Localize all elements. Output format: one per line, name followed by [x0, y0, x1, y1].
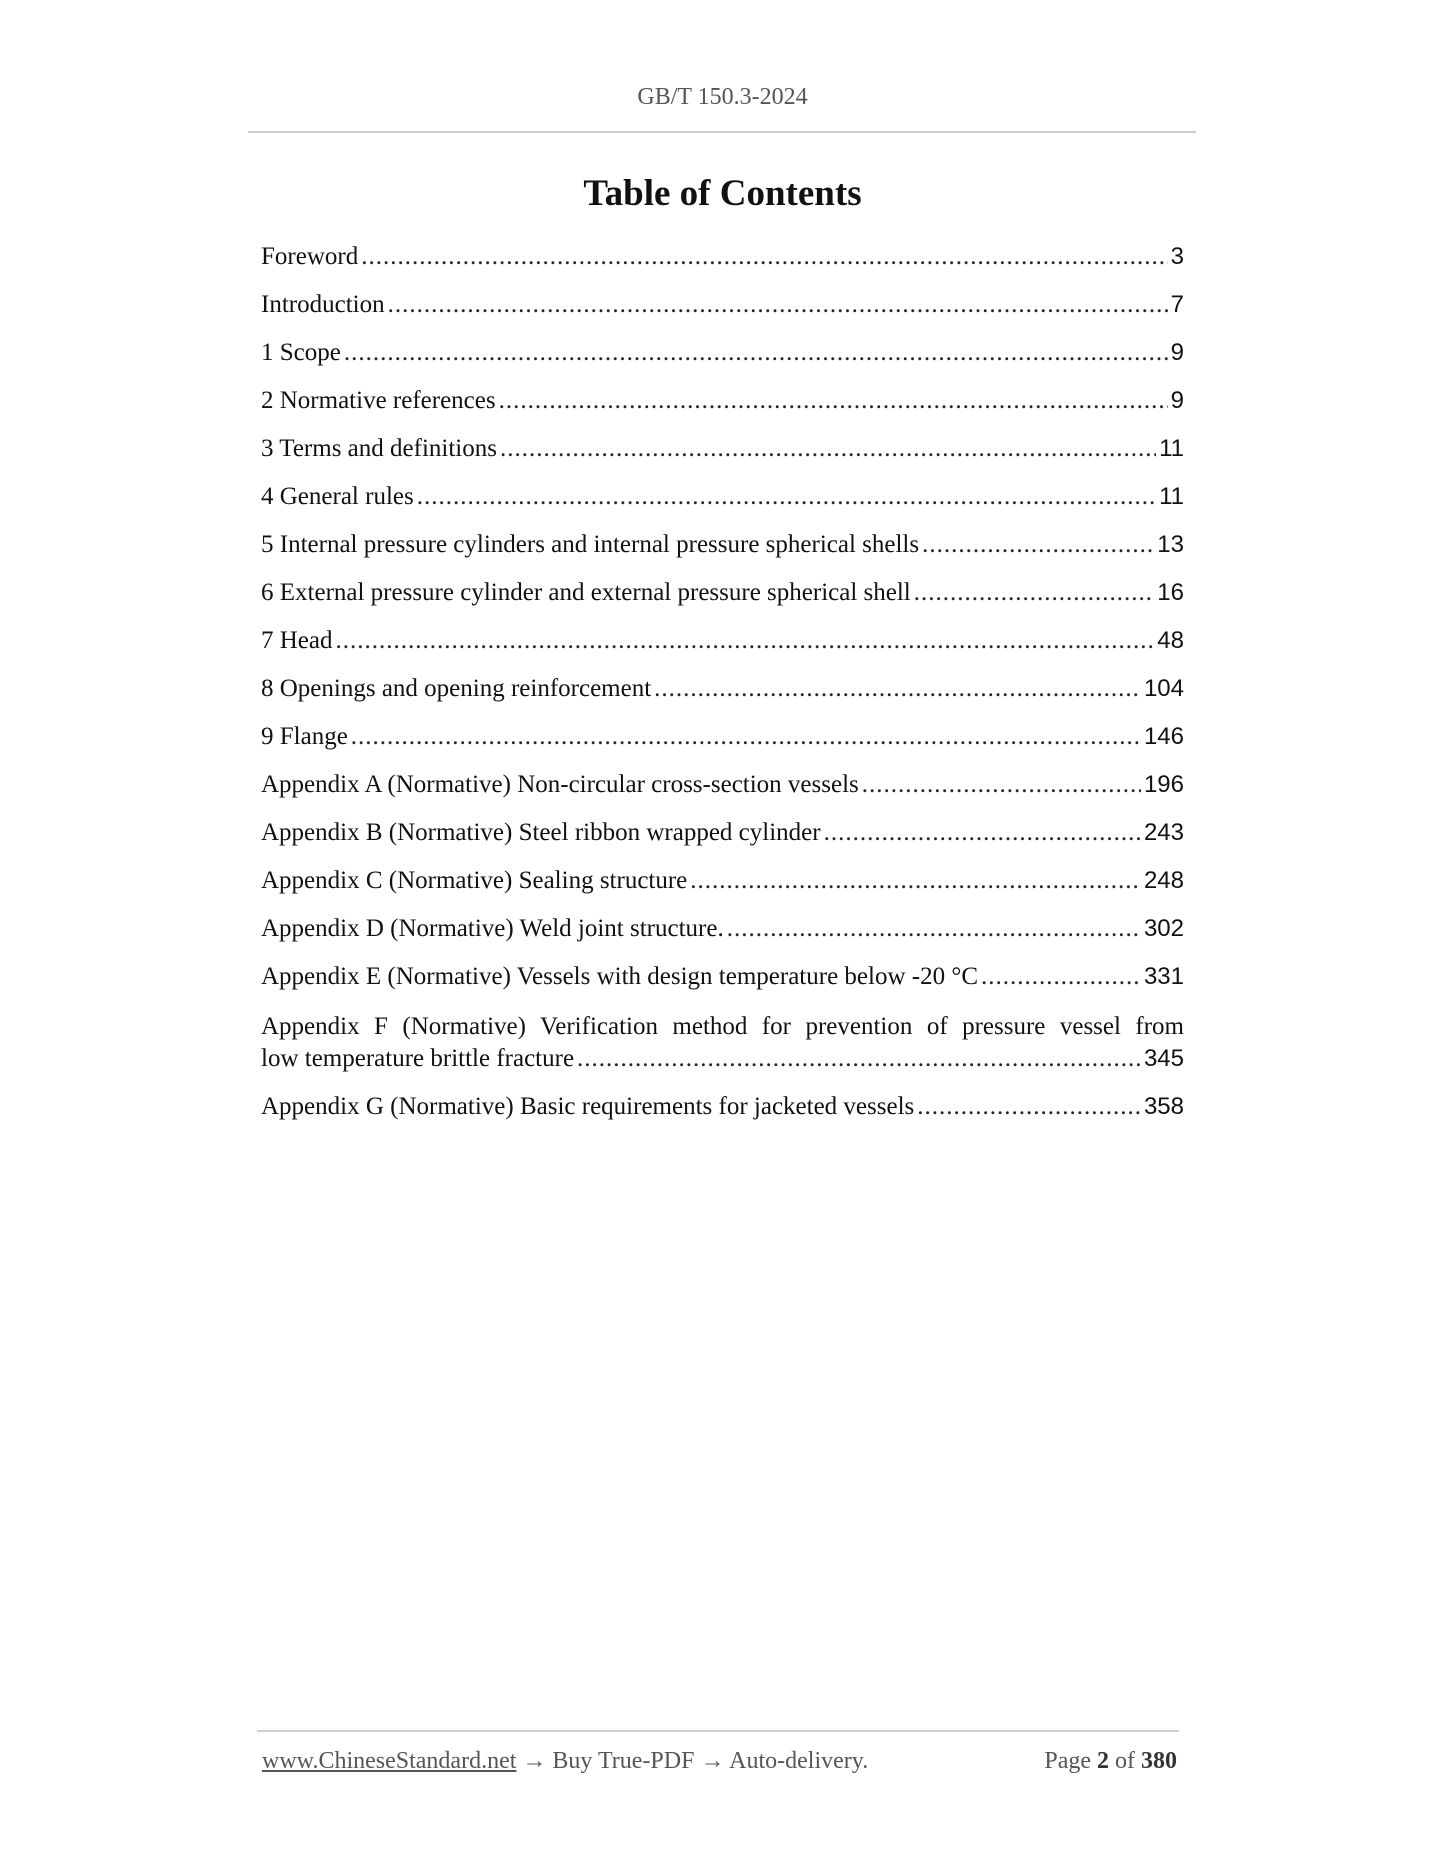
- toc-entry-page: 13: [1157, 531, 1184, 558]
- toc-entry-label-line2: low temperature brittle fracture: [261, 1045, 575, 1072]
- toc-entry-appendix-d[interactable]: [261, 914, 1184, 944]
- toc-dot-leader: [690, 866, 1141, 896]
- toc-dot-leader: [981, 962, 1141, 992]
- page-number-current: 2: [1097, 1748, 1109, 1774]
- toc-entry-label-line1: Appendix F (Normative) Verification method for prevention of pressure vessel from: [261, 1013, 1184, 1040]
- toc-entry-label: 3 Terms and definitions: [261, 435, 497, 462]
- toc-entry-page: 196: [1143, 771, 1184, 798]
- arrow-right-icon: →: [700, 1748, 725, 1774]
- toc-dot-leader: [344, 338, 1168, 368]
- toc-dot-leader: [351, 722, 1141, 752]
- toc-dot-leader: [336, 626, 1155, 656]
- footer-divider: [257, 1730, 1179, 1732]
- toc-entry-page: 3: [1170, 243, 1184, 270]
- toc-entry-label: Appendix E (Normative) Vessels with design temperature below -20 °C: [261, 963, 979, 990]
- toc-entry-foreword[interactable]: [261, 242, 1184, 272]
- arrow-right-icon: →: [522, 1748, 547, 1774]
- toc-entry-label: Appendix A (Normative) Non-circular cross-section vessels: [261, 771, 859, 798]
- toc-entry-appendix-g[interactable]: [261, 1092, 1184, 1122]
- toc-entry-label: 2 Normative references: [261, 387, 496, 414]
- toc-dot-leader: [727, 914, 1141, 944]
- toc-entry-label: Appendix G (Normative) Basic requirements for jacketed vessels: [261, 1093, 915, 1120]
- page-number-of: of: [1115, 1748, 1135, 1774]
- page-header: GB/T 150.3-2024: [637, 84, 808, 110]
- toc-entry-page: 248: [1143, 867, 1184, 894]
- footer-delivery-text: Auto-delivery.: [729, 1748, 869, 1774]
- toc-dot-leader: [417, 482, 1156, 512]
- toc-dot-leader: [914, 578, 1155, 608]
- toc-entry-page: 146: [1143, 723, 1184, 750]
- toc-entry-page: 9: [1170, 339, 1184, 366]
- header-divider: [248, 131, 1196, 133]
- toc-entry-label: Introduction: [261, 291, 385, 318]
- toc-dot-leader: [388, 290, 1168, 320]
- page-number-prefix: Page: [1044, 1748, 1091, 1774]
- page-number-total: 380: [1141, 1748, 1177, 1774]
- toc-entry-appendix-a[interactable]: [261, 770, 1184, 800]
- toc-entry-page: 9: [1170, 387, 1184, 414]
- toc-dot-leader: [577, 1044, 1141, 1074]
- toc-entry-head[interactable]: [261, 626, 1184, 656]
- toc-entry-general-rules[interactable]: [261, 482, 1184, 512]
- toc-dot-leader: [922, 530, 1154, 560]
- toc-entry-label: Appendix D (Normative) Weld joint structure.: [261, 915, 724, 942]
- toc-entry-page: 331: [1143, 963, 1184, 990]
- toc-entry-label: 8 Openings and opening reinforcement: [261, 675, 652, 702]
- toc-dot-leader: [917, 1092, 1141, 1122]
- toc-entry-appendix-b[interactable]: [261, 818, 1184, 848]
- toc-entry-page: 104: [1143, 675, 1184, 702]
- toc-entry-line2: [261, 1044, 1184, 1074]
- footer-promo: [262, 1748, 868, 1775]
- toc-list: [261, 242, 1184, 1140]
- toc-entry-label: 5 Internal pressure cylinders and internal pressure spherical shells: [261, 531, 920, 558]
- toc-dot-leader: [499, 386, 1168, 416]
- footer-site-link[interactable]: www.ChineseStandard.net: [262, 1748, 517, 1774]
- toc-title: Table of Contents: [583, 173, 862, 214]
- toc-entry-page: 11: [1159, 435, 1184, 462]
- toc-entry-page: 243: [1143, 819, 1184, 846]
- toc-dot-leader: [361, 242, 1167, 272]
- toc-entry-terms-definitions[interactable]: [261, 434, 1184, 464]
- page-number: [1044, 1748, 1177, 1775]
- toc-entry-label: Appendix C (Normative) Sealing structure: [261, 867, 688, 894]
- toc-entry-label: Foreword: [261, 243, 359, 270]
- toc-dot-leader: [654, 674, 1141, 704]
- toc-entry-label: 9 Flange: [261, 723, 348, 750]
- toc-entry-normative-references[interactable]: [261, 386, 1184, 416]
- toc-entry-appendix-c[interactable]: [261, 866, 1184, 896]
- toc-dot-leader: [824, 818, 1141, 848]
- toc-dot-leader: [862, 770, 1141, 800]
- toc-entry-appendix-f[interactable]: [261, 1010, 1184, 1074]
- toc-entry-label: 6 External pressure cylinder and external pressure spherical shell: [261, 579, 911, 606]
- toc-entry-page: 358: [1143, 1093, 1184, 1120]
- toc-entry-scope[interactable]: [261, 338, 1184, 368]
- toc-entry-page: 345: [1143, 1045, 1184, 1072]
- toc-entry-internal-pressure[interactable]: [261, 530, 1184, 560]
- toc-entry-flange[interactable]: [261, 722, 1184, 752]
- toc-entry-page: 7: [1170, 291, 1184, 318]
- footer-buy-text: Buy True-PDF: [552, 1748, 695, 1774]
- toc-entry-label: Appendix B (Normative) Steel ribbon wrapped cylinder: [261, 819, 821, 846]
- toc-entry-label: 1 Scope: [261, 339, 341, 366]
- toc-entry-external-pressure[interactable]: [261, 578, 1184, 608]
- toc-entry-label: 4 General rules: [261, 483, 414, 510]
- toc-dot-leader: [500, 434, 1156, 464]
- toc-entry-introduction[interactable]: [261, 290, 1184, 320]
- toc-entry-page: 48: [1157, 627, 1184, 654]
- toc-entry-page: 16: [1157, 579, 1184, 606]
- toc-entry-page: 11: [1159, 483, 1184, 510]
- toc-entry-openings[interactable]: [261, 674, 1184, 704]
- toc-entry-page: 302: [1143, 915, 1184, 942]
- toc-entry-appendix-e[interactable]: [261, 962, 1184, 992]
- toc-entry-label: 7 Head: [261, 627, 333, 654]
